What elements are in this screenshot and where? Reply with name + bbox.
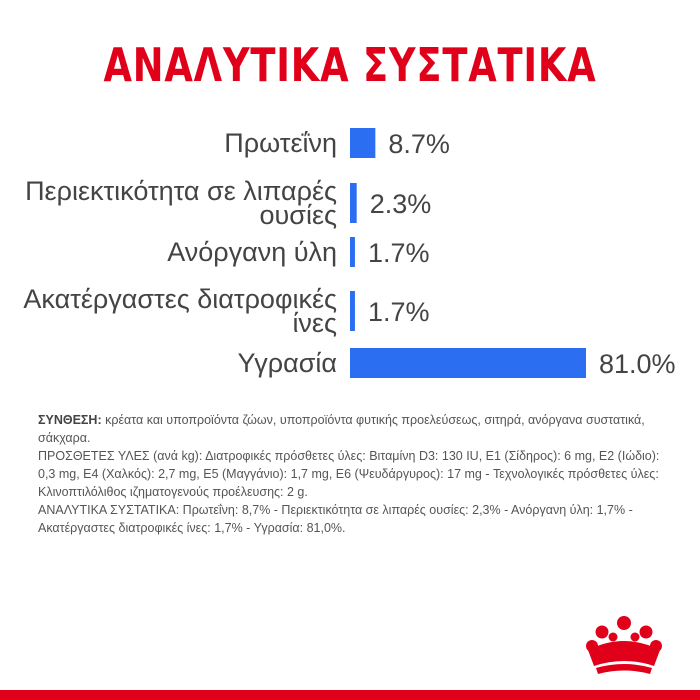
composition-block [38,411,668,537]
value-label-0: 8.7% [388,129,450,159]
value-label-1: 2.3% [369,189,432,219]
bar-0 [350,128,375,158]
bar-2 [350,237,355,267]
bar-1 [350,183,357,223]
value-label-2: 1.7% [367,238,430,268]
bar-4 [350,348,586,378]
composition-text: κρέατα και υποπροϊόντα ζώων, υποπροϊόντα φυτικής προελεύσεως, σιτηρά, ανόργανα συστατικά, σάκχαρα. [38,413,645,445]
bottom-brand-band [0,690,700,700]
analytical-paragraph: ΑΝΑΛΥΤΙΚΑ ΣΥΣΤΑΤΙΚΑ: Πρωτεΐνη: 8,7% - Περιεκτικότητα σε λιπαρές ουσίες: 2,3% - Ανόργανη ύλη: 1,7% - Ακατέργαστες διατροφικές ίνες: 1,7% - Υγρασία: 81,0%. [38,503,633,535]
page-title: ΑΝΑΛΥΤΙΚΑ ΣΥΣΤΑΤΙΚΑ [103,38,597,92]
composition-paragraph [38,411,668,447]
additives-paragraph: ΠΡΟΣΘΕΤΕΣ ΥΛΕΣ (ανά kg): Διατροφικές πρόσθετες ύλες: Βιταμίνη D3: 130 IU, E1 (Σίδηρος): 6 mg, E2 (Ιώδιο): 0,3 mg, E4 (Χαλκός): 2,7 mg, E5 (Μαγγάνιο): 1,7 mg, E6 (Ψευδάργυρος): 17 mg - Τεχνολογικές πρόσθετες ύλες: Κλινοπτιλόλιθος ιζηματογενούς προέλευσης: 2 g. [38,449,660,499]
category-label-2: Ανόργανη ύλη [167,237,337,267]
value-label-3: 1.7% [367,297,430,327]
category-label-3: ίνες [292,308,337,338]
nutrient-bar-chart [0,105,700,395]
royal-canin-crown-icon [582,612,666,674]
category-label-3: Ακατέργαστες διατροφικές [23,284,337,314]
category-label-4: Υγρασία [237,348,337,378]
value-label-4: 81.0% [599,349,676,379]
composition-label: ΣΥΝΘΕΣΗ: [38,413,102,427]
category-label-0: Πρωτεΐνη [224,128,337,158]
category-label-1: Περιεκτικότητα σε λιπαρές [25,176,337,206]
category-label-1: ουσίες [259,200,337,230]
bar-3 [350,291,355,331]
